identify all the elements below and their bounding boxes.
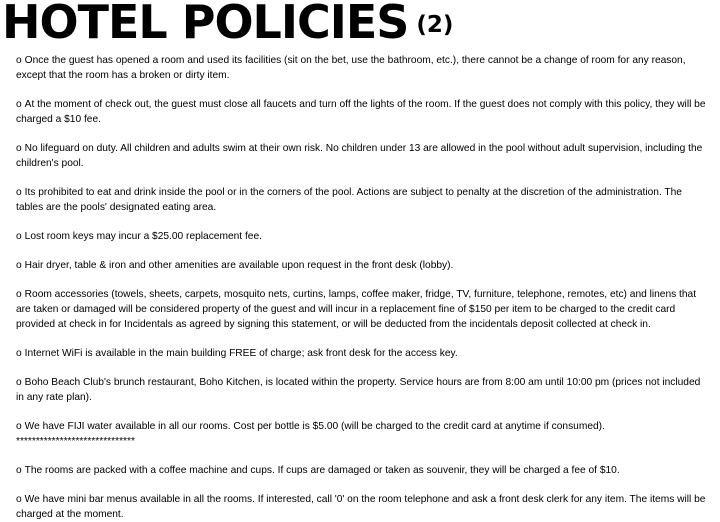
policy-text: At the moment of check out, the guest must close all faucets and turn off the lights of the room. If the guest does not comply with this policy, they will be charged a $10 fee. xyxy=(16,99,706,125)
policy-text: Once the guest has opened a room and used its facilities (sit on the bet, use the bathroom, etc.), there cannot be a change of room for any reason, except that the room has a broken or dirty item. xyxy=(16,55,686,81)
policy-bullet: o xyxy=(16,55,22,66)
policy-list xyxy=(16,53,710,522)
policy-text: The rooms are packed with a coffee machine and cups. If cups are damaged or taken as souvenir, they will be charged a fee of $10. xyxy=(24,465,620,476)
policy-text: Lost room keys may incur a $25.00 replacement fee. xyxy=(24,231,262,242)
policy-bullet: o xyxy=(16,187,22,198)
policy-bullet: o xyxy=(16,494,22,505)
title-row xyxy=(2,0,710,49)
policy-bullet: o xyxy=(16,143,22,154)
policy-item xyxy=(16,346,710,361)
policy-item xyxy=(16,419,710,449)
policy-bullet: o xyxy=(16,421,22,432)
policy-text: Boho Beach Club's brunch restaurant, Boho Kitchen, is located within the property. Service hours are from 8:00 am until 10:00 pm (prices not included in any rate plan). xyxy=(16,377,701,403)
policy-text: Hair dryer, table & iron and other amenities are available upon request in the front desk (lobby). xyxy=(24,260,454,271)
policy-item xyxy=(16,53,710,83)
policy-text: Room accessories (towels, sheets, carpets, mosquito nets, curtins, lamps, coffee maker, fridge, TV, furniture, telephone, remotes, etc) and linens that are taken or damaged will be considered property of the guest and will incur in a replacement fine of $150 per item to be charged to the credit card provided at check in for Incidentals as agreed by signing this statement, or will be deducted from the incidentals deposit collected at check in. xyxy=(16,289,697,330)
policy-item xyxy=(16,141,710,171)
policy-bullet: o xyxy=(16,99,22,110)
policy-bullet: o xyxy=(16,377,22,388)
policy-item xyxy=(16,492,710,522)
policy-text: We have mini bar menus available in all the rooms. If interested, call '0' on the room telephone and ask a front desk clerk for any item. The items will be charged at the moment. xyxy=(16,494,706,520)
policy-item xyxy=(16,258,710,273)
policy-bullet: o xyxy=(16,289,22,300)
policy-item xyxy=(16,97,710,127)
policy-text: We have FIJI water available in all our rooms. Cost per bottle is $5.00 (will be charged to the credit card at anytime if consumed). ****************************** xyxy=(16,421,605,447)
page-title: HOTEL POLICIES xyxy=(2,0,409,49)
policy-bullet: o xyxy=(16,348,22,359)
policy-text: Internet WiFi is available in the main building FREE of charge; ask front desk for the access key. xyxy=(24,348,458,359)
policy-bullet: o xyxy=(16,260,22,271)
policy-item xyxy=(16,287,710,332)
policy-text: No lifeguard on duty. All children and adults swim at their own risk. No children under 13 are allowed in the pool without adult supervision, including the children's pool. xyxy=(16,143,703,169)
policy-item xyxy=(16,375,710,405)
policy-text: Its prohibited to eat and drink inside the pool or in the corners of the pool. Actions are subject to penalty at the discretion of the administration. The tables are the pools' designated eating area. xyxy=(16,187,682,213)
policy-item xyxy=(16,229,710,244)
page-number-label: (2) xyxy=(416,12,454,38)
policy-bullet: o xyxy=(16,465,22,476)
policy-item xyxy=(16,463,710,478)
policy-bullet: o xyxy=(16,231,22,242)
policy-item xyxy=(16,185,710,215)
